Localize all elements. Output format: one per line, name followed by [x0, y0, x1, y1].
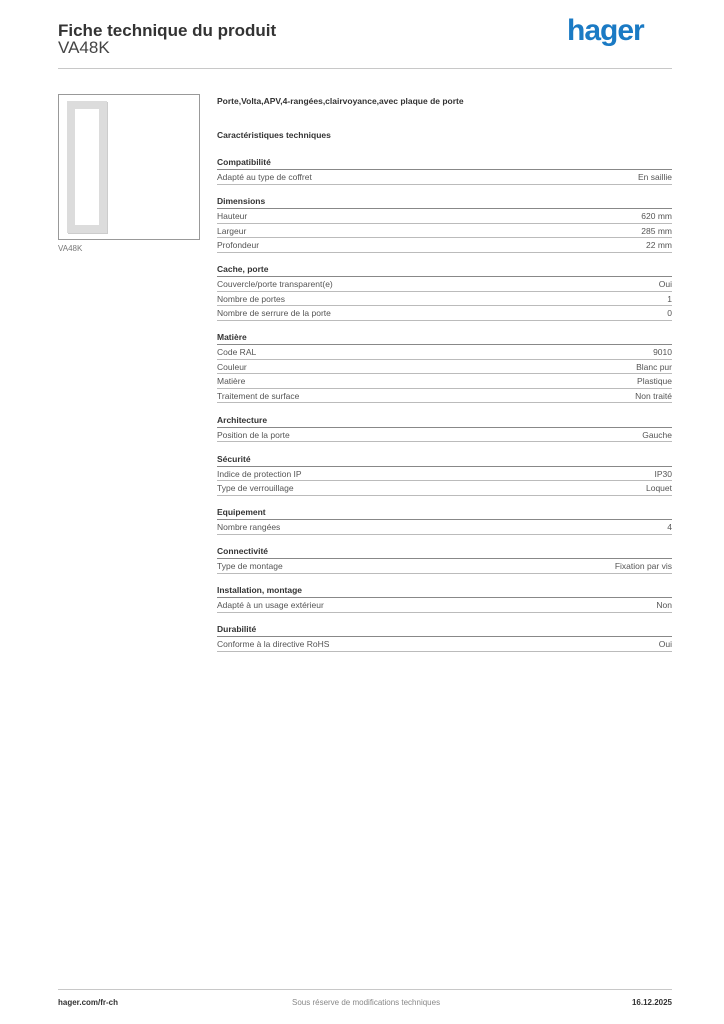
- spec-row: [217, 292, 672, 307]
- spec-content: [217, 96, 672, 662]
- characteristics-title: Caractéristiques techniques: [217, 130, 331, 140]
- spec-value: Gauche: [642, 429, 672, 440]
- spec-section: [217, 584, 672, 613]
- spec-row: [217, 224, 672, 239]
- spec-label: Conforme à la directive RoHS: [217, 639, 330, 649]
- spec-value: 9010: [653, 347, 672, 357]
- spec-row: [217, 360, 672, 375]
- product-code: VA48K: [58, 38, 110, 57]
- spec-row: [217, 598, 672, 613]
- spec-value: Non traité: [635, 390, 672, 401]
- spec-row: [217, 238, 672, 253]
- section-heading: Installation, montage: [217, 584, 672, 598]
- spec-label: Matière: [217, 376, 246, 386]
- spec-label: Nombre de serrure de la porte: [217, 308, 331, 318]
- spec-row: [217, 481, 672, 496]
- spec-section: [217, 545, 672, 574]
- spec-value: Oui: [658, 639, 672, 649]
- spec-sections: [217, 156, 672, 652]
- spec-value: En saillie: [637, 172, 672, 182]
- spec-row: [217, 277, 672, 292]
- spec-row: [217, 170, 672, 185]
- spec-row: [217, 559, 672, 574]
- spec-value: Fixation par vis: [614, 561, 672, 571]
- spec-label: Type de verrouillage: [217, 483, 294, 493]
- product-image: [58, 94, 200, 240]
- section-heading: Connectivité: [217, 545, 672, 559]
- section-heading: Cache, porte: [217, 263, 672, 277]
- footer-disclaimer: Sous réserve de modifications techniques: [292, 998, 441, 1007]
- spec-label: Couleur: [217, 361, 247, 372]
- spec-row: [217, 374, 672, 389]
- spec-section: [217, 263, 672, 321]
- spec-label: Position de la porte: [217, 429, 290, 440]
- door-illustration: [67, 101, 107, 233]
- spec-row: [217, 520, 672, 535]
- spec-section: [217, 156, 672, 185]
- spec-section: [217, 623, 672, 652]
- spec-value: IP30: [654, 468, 672, 479]
- spec-label: Traitement de surface: [217, 390, 300, 401]
- spec-label: Profondeur: [217, 240, 260, 250]
- spec-value: 22 mm: [646, 240, 672, 250]
- spec-label: Nombre de portes: [217, 293, 286, 304]
- spec-row: [217, 637, 672, 652]
- section-heading: Architecture: [217, 414, 672, 428]
- spec-value: Loquet: [646, 483, 672, 493]
- page-title: Fiche technique du produit: [58, 21, 277, 40]
- spec-row: [217, 306, 672, 321]
- spec-value: 4: [667, 522, 672, 532]
- spec-row: [217, 428, 672, 443]
- spec-section: [217, 331, 672, 403]
- footer-divider: [58, 989, 672, 990]
- spec-label: Code RAL: [217, 347, 257, 357]
- image-caption: VA48K: [58, 244, 83, 253]
- section-heading: Matière: [217, 331, 672, 345]
- header-divider: [58, 68, 672, 69]
- spec-value: Oui: [658, 279, 672, 289]
- footer-website[interactable]: hager.com/fr-ch: [58, 998, 119, 1007]
- section-heading: Dimensions: [217, 195, 672, 209]
- spec-label: Largeur: [217, 225, 247, 236]
- spec-label: Indice de protection IP: [217, 468, 302, 479]
- spec-row: [217, 345, 672, 360]
- spec-section: [217, 195, 672, 253]
- spec-row: [217, 389, 672, 404]
- spec-label: Hauteur: [217, 211, 248, 221]
- section-heading: Equipement: [217, 506, 672, 520]
- section-heading: Sécurité: [217, 453, 672, 467]
- spec-section: [217, 414, 672, 443]
- spec-label: Type de montage: [217, 561, 283, 571]
- spec-label: Nombre rangées: [217, 522, 281, 532]
- spec-section: [217, 453, 672, 496]
- hager-logo: [567, 14, 644, 48]
- section-heading: Durabilité: [217, 623, 672, 637]
- logo-text: hager: [567, 14, 644, 47]
- product-description: Porte,Volta,APV,4-rangées,clairvoyance,avec plaque de porte: [217, 96, 464, 106]
- spec-label: Adapté au type de coffret: [217, 172, 312, 182]
- spec-row: [217, 467, 672, 482]
- spec-value: Blanc pur: [636, 361, 672, 372]
- section-heading: Compatibilité: [217, 156, 672, 170]
- spec-label: Couvercle/porte transparent(e): [217, 279, 333, 289]
- spec-value: 1: [667, 293, 672, 304]
- footer-date: 16.12.2025: [631, 998, 672, 1007]
- spec-label: Adapté à un usage extérieur: [217, 600, 324, 610]
- spec-value: Plastique: [637, 376, 672, 386]
- spec-section: [217, 506, 672, 535]
- spec-value: 620 mm: [641, 211, 672, 221]
- spec-value: 0: [667, 308, 672, 318]
- spec-value: 285 mm: [641, 225, 672, 236]
- spec-row: [217, 209, 672, 224]
- spec-value: Non: [656, 600, 672, 610]
